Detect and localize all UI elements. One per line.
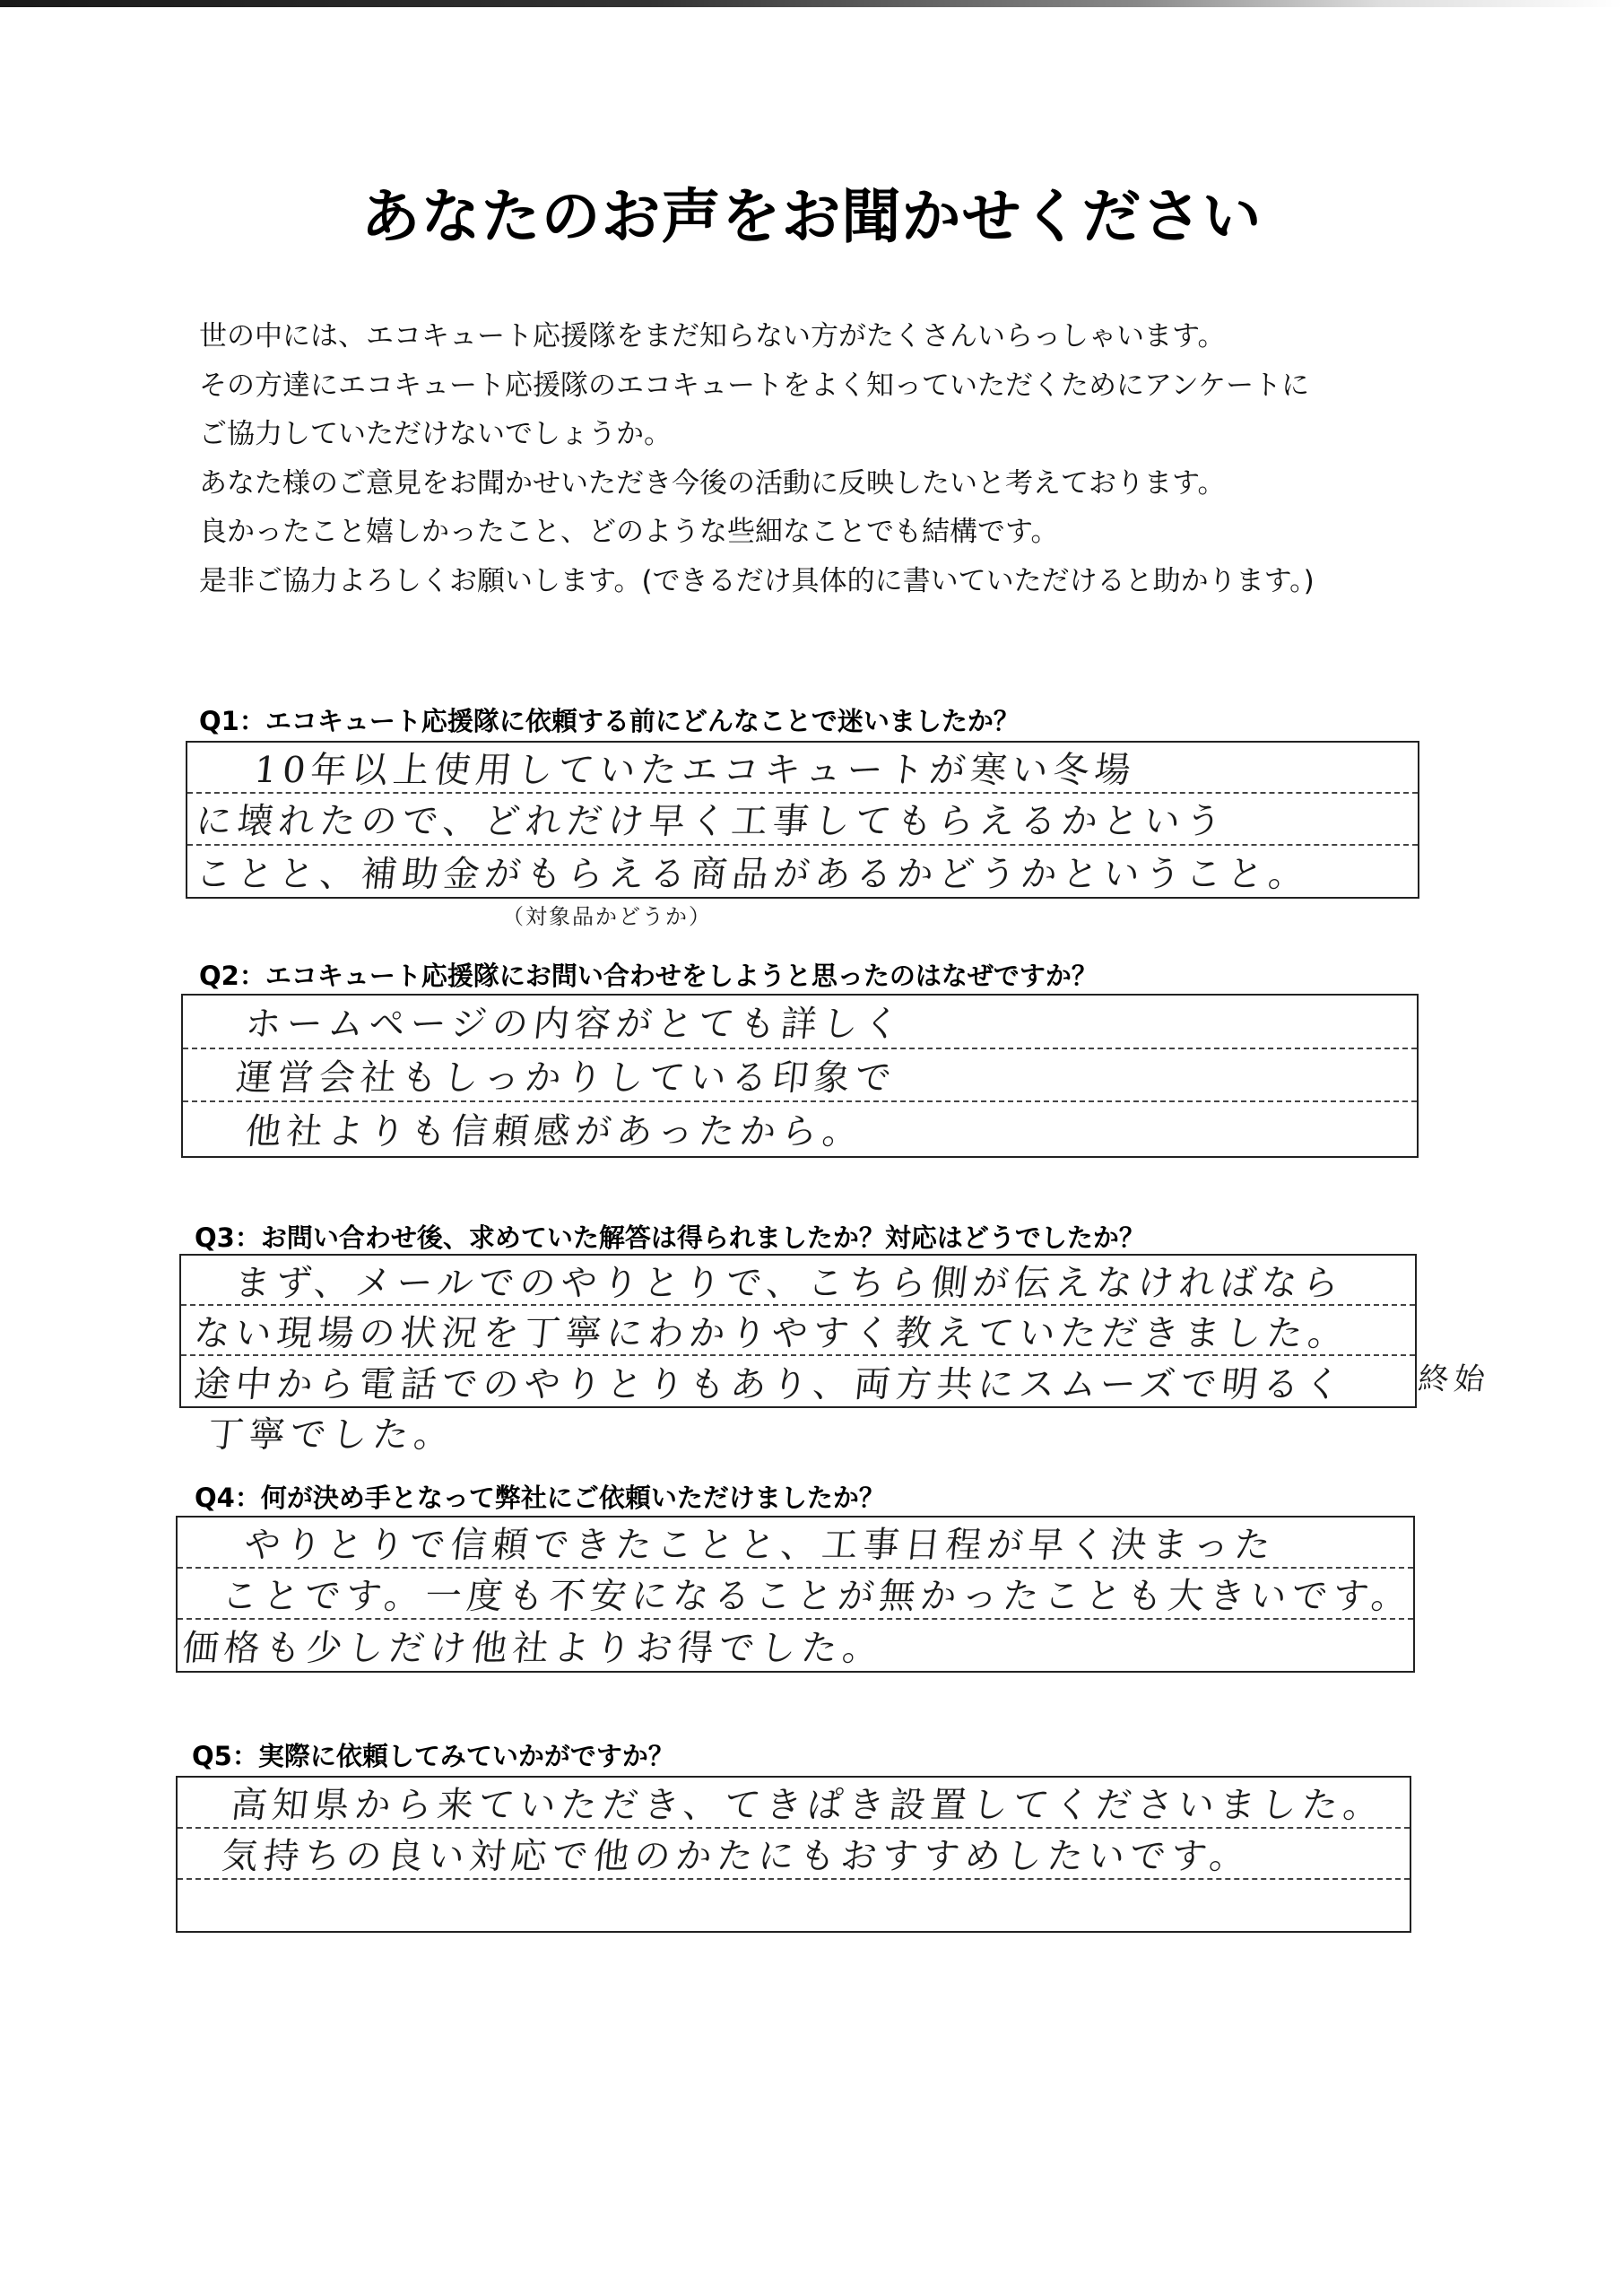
answer-box-1: [186, 741, 1419, 899]
answer-row: [178, 1518, 1413, 1569]
handwritten-line: 気持ちの良い対応で他のかたにもおすすめしたいです。: [220, 1836, 1254, 1877]
intro-line: ご協力していただけないでしょうか。: [199, 418, 672, 450]
handwritten-line: 途中から電話でのやりとりもあり、両方共にスムーズで明るく: [192, 1363, 1349, 1405]
handwritten-line: ことです。一度も不安になることが無かったことも大きいです。: [220, 1576, 1415, 1617]
answer-box-4: [176, 1516, 1415, 1673]
question-4-label: Q4：何が決め手となって弊社にご依頼いただけましたか？: [195, 1483, 885, 1513]
handwritten-line: 10年以上使用していたエコキュートが寒い冬場: [252, 750, 1138, 792]
handwritten-overflow: 終始: [1416, 1361, 1492, 1397]
answer-row: [187, 846, 1418, 897]
answer-row: [178, 1620, 1413, 1671]
question-3-label: Q3：お問い合わせ後、求めていた解答は得られましたか？対応はどうでしたか？: [195, 1222, 1145, 1253]
handwritten-line: 高知県から来ていただき、てきぱき設置してくださいました。: [229, 1785, 1387, 1826]
answer-row: [181, 1256, 1415, 1306]
question-1-label: Q1：エコキュート応援隊に依頼する前にどんなことで迷いましたか？: [199, 706, 1020, 736]
handwritten-line: 価格も少しだけ他社よりお得でした。: [180, 1628, 887, 1669]
intro-line: 良かったこと嬉しかったこと、どのような些細なことでも結構です。: [199, 516, 1059, 548]
intro-line: 是非ご協力よろしくお願いします。(できるだけ具体的に書いていただけると助かります。): [199, 564, 1315, 597]
answer-row: [183, 1102, 1417, 1156]
handwritten-note: （対象品かどうか）: [502, 904, 712, 929]
answer-row: [178, 1778, 1410, 1829]
answer-row: [183, 1049, 1417, 1103]
handwritten-overflow: 丁寧でした。: [205, 1414, 458, 1456]
question-5-label: Q5：実際に依頼してみていかがですか？: [192, 1741, 674, 1771]
page-title: あなたのお声をお聞かせください: [360, 182, 1263, 251]
intro-line: その方達にエコキュート応援隊のエコキュートをよく知っていただくためにアンケートに: [199, 369, 1310, 402]
answer-row: [181, 1306, 1415, 1356]
answer-row: [187, 794, 1418, 845]
question-2-label: Q2：エコキュート応援隊にお問い合わせをしようと思ったのはなぜですか？: [199, 961, 1098, 991]
intro-line: 世の中には、エコキュート応援隊をまだ知らない方がたくさんいらっしゃいます。: [199, 320, 1226, 352]
scan-edge-artifact: [0, 0, 1623, 7]
handwritten-line: ホームページの内容がとても詳しく: [243, 1004, 907, 1046]
answer-row: [178, 1880, 1410, 1931]
answer-row: [183, 996, 1417, 1049]
handwritten-line: [220, 1880, 225, 1931]
handwritten-line: に壊れたので、どれだけ早く工事してもらえるかという: [194, 801, 1229, 843]
handwritten-line: まず、メールでのやりとりで、こちら側が伝えなければなら: [232, 1262, 1347, 1304]
handwritten-line: 他社よりも信頼感があったから。: [243, 1111, 866, 1153]
answer-row: [187, 743, 1418, 794]
answer-box-5: [176, 1776, 1411, 1933]
answer-box-3: [179, 1254, 1417, 1408]
answer-row: [178, 1829, 1410, 1880]
answer-row: [181, 1356, 1415, 1406]
answer-box-2: [181, 994, 1419, 1158]
answer-row: [178, 1569, 1413, 1620]
handwritten-line: やりとりで信頼できたことと、工事日程が早く決まった: [242, 1525, 1279, 1566]
intro-line: あなた様のご意見をお聞かせいただき今後の活動に反映したいと考えております。: [199, 466, 1226, 500]
handwritten-line: 運営会社もしっかりしている印象で: [234, 1057, 899, 1099]
intro-text: [199, 312, 1472, 605]
handwritten-line: ことと、補助金がもらえる商品があるかどうかということ。: [194, 853, 1313, 895]
handwritten-line: ない現場の状況を丁寧にわかりやすく教えていただきました。: [192, 1312, 1352, 1354]
